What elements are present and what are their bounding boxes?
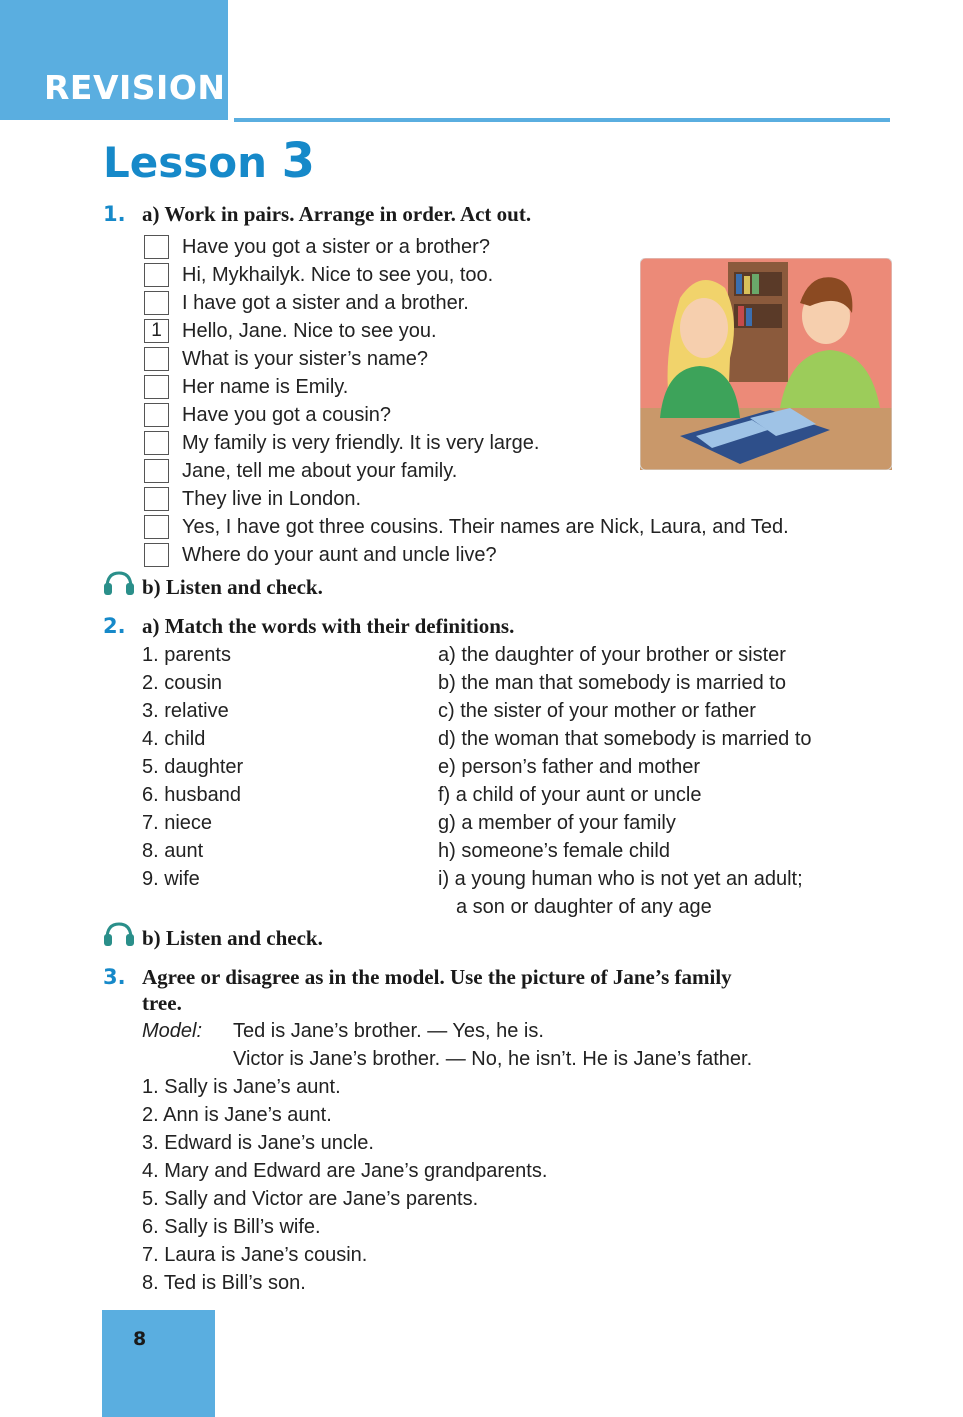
statement-item: 7. Laura is Jane’s cousin.: [142, 1244, 368, 1266]
definition-item: e) person’s father and mother: [438, 756, 701, 778]
dialogue-line: Her name is Emily.: [182, 376, 349, 398]
definition-item: a) the daughter of your brother or sister: [438, 644, 786, 666]
word-item: 5. daughter: [142, 756, 244, 778]
page-number: 8: [133, 1328, 147, 1350]
dialogue-line: My family is very friendly. It is very large.: [182, 432, 540, 454]
children-looking-at-photo-album-illustration: [640, 258, 892, 470]
answer-box[interactable]: [144, 459, 169, 483]
statement-item: 2. Ann is Jane’s aunt.: [142, 1104, 332, 1126]
lesson-number: 3: [281, 133, 316, 189]
dialogue-line: What is your sister’s name?: [182, 348, 429, 370]
statement-item: 1. Sally is Jane’s aunt.: [142, 1076, 341, 1098]
dialogue-line: Yes, I have got three cousins. Their names are Nick, Laura, and Ted.: [182, 516, 789, 538]
dialogue-line: They live in London.: [182, 488, 362, 510]
dialogue-line: Hello, Jane. Nice to see you.: [182, 320, 437, 342]
answer-box[interactable]: 1: [144, 319, 169, 343]
answer-box[interactable]: [144, 431, 169, 455]
exercise-3-instruction-continuation: tree.: [142, 991, 182, 1015]
headphones-icon: [102, 570, 136, 596]
answer-box[interactable]: [144, 403, 169, 427]
statement-item: 3. Edward is Jane’s uncle.: [142, 1132, 374, 1154]
dialogue-line: Have you got a cousin?: [182, 404, 392, 426]
word-item: 4. child: [142, 728, 206, 750]
word-item: 6. husband: [142, 784, 241, 806]
word-item: 2. cousin: [142, 672, 223, 694]
statement-item: 4. Mary and Edward are Jane’s grandparents.: [142, 1160, 548, 1182]
word-item: 1. parents: [142, 644, 231, 666]
definition-item: g) a member of your family: [438, 812, 676, 834]
statement-item: 5. Sally and Victor are Jane’s parents.: [142, 1188, 479, 1210]
word-item: 3. relative: [142, 700, 229, 722]
definition-item-continuation: a son or daughter of any age: [456, 896, 712, 918]
definition-item: c) the sister of your mother or father: [438, 700, 756, 722]
answer-box[interactable]: [144, 487, 169, 511]
exercise-2-number: 2.: [103, 614, 126, 638]
statement-item: 6. Sally is Bill’s wife.: [142, 1216, 321, 1238]
model-sentence: Victor is Jane’s brother. — No, he isn’t. He is Jane’s father.: [233, 1048, 753, 1070]
answer-box[interactable]: [144, 375, 169, 399]
word-item: 9. wife: [142, 868, 200, 890]
answer-box[interactable]: [144, 291, 169, 315]
model-sentence: Ted is Jane’s brother. — Yes, he is.: [233, 1020, 544, 1042]
definition-item: d) the woman that somebody is married to: [438, 728, 812, 750]
revision-label: REVISION: [44, 68, 226, 107]
lesson-word: Lesson: [103, 138, 268, 187]
headphones-icon: [102, 921, 136, 947]
exercise-1-instruction-a: a) Work in pairs. Arrange in order. Act out.: [142, 202, 532, 226]
definition-item: b) the man that somebody is married to: [438, 672, 786, 694]
exercise-1-instruction-b: b) Listen and check.: [142, 575, 323, 599]
answer-box[interactable]: [144, 263, 169, 287]
statement-item: 8. Ted is Bill’s son.: [142, 1272, 306, 1294]
exercise-1-number: 1.: [103, 202, 126, 226]
model-label: Model:: [142, 1020, 203, 1042]
answer-box[interactable]: [144, 515, 169, 539]
answer-box[interactable]: [144, 235, 169, 259]
lesson-title: [103, 133, 315, 189]
definition-item: f) a child of your aunt or uncle: [438, 784, 702, 806]
dialogue-line: Hi, Mykhailyk. Nice to see you, too.: [182, 264, 494, 286]
definition-item: h) someone’s female child: [438, 840, 670, 862]
exercise-3-number: 3.: [103, 965, 126, 989]
dialogue-line: Jane, tell me about your family.: [182, 460, 458, 482]
definition-item: i) a young human who is not yet an adult;: [438, 868, 803, 890]
exercise-3-instruction: Agree or disagree as in the model. Use the picture of Jane’s family: [142, 965, 732, 989]
word-item: 8. aunt: [142, 840, 204, 862]
word-item: 7. niece: [142, 812, 213, 834]
exercise-2-instruction-a: a) Match the words with their definitions.: [142, 614, 515, 638]
dialogue-line: I have got a sister and a brother.: [182, 292, 469, 314]
answer-box[interactable]: [144, 347, 169, 371]
exercise-2-instruction-b: b) Listen and check.: [142, 926, 323, 950]
dialogue-line: Where do your aunt and uncle live?: [182, 544, 497, 566]
page-number-tab: [102, 1310, 215, 1417]
header-rule: [234, 118, 890, 122]
dialogue-line: Have you got a sister or a brother?: [182, 236, 490, 258]
answer-box[interactable]: [144, 543, 169, 567]
